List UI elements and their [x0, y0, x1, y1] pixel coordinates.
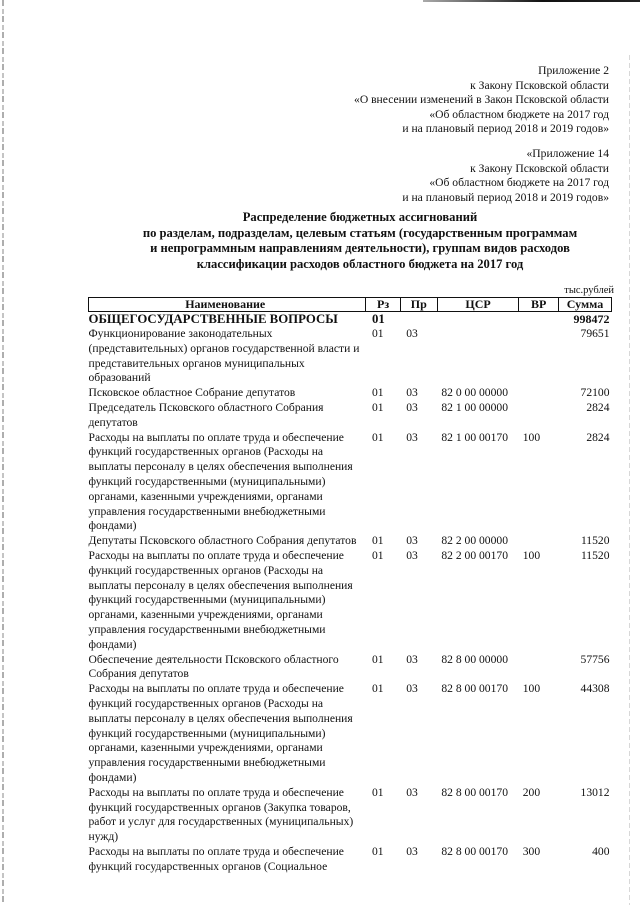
- cell-vr: [519, 327, 559, 386]
- table-row-section: [89, 312, 612, 328]
- cell-rz: 01: [371, 844, 384, 858]
- cell-csr: 82 8 00 00000: [441, 652, 508, 666]
- appendix-line: к Закону Псковской области: [470, 78, 609, 92]
- cell-rz: 01: [371, 386, 384, 400]
- cell-pr: 03: [406, 386, 418, 400]
- appendix-line: «Об областном бюджете на 2017 год: [429, 107, 609, 121]
- scan-edge-right: [629, 55, 630, 905]
- title-line: по разделам, подразделам, целевым статьям (государственным программам: [142, 225, 578, 240]
- cell-rz: 01: [371, 652, 384, 666]
- cell-sum: 11520: [580, 534, 610, 548]
- table-row: [89, 401, 612, 431]
- cell-pr: 03: [406, 682, 418, 696]
- cell-sum: 57756: [580, 652, 610, 666]
- cell-vr: 200: [522, 785, 541, 799]
- cell-vr: [519, 534, 559, 549]
- cell-sum: 79651: [580, 327, 610, 340]
- cell-vr: [519, 312, 559, 328]
- header-pr: Пр: [400, 298, 437, 312]
- cell-rz: 01: [371, 534, 384, 548]
- cell-csr: [437, 327, 518, 386]
- cell-sum: 400: [592, 844, 610, 858]
- cell-vr: [519, 653, 559, 683]
- appendix-line: к Закону Псковской области: [470, 161, 609, 175]
- cell-sum: 11520: [580, 548, 610, 562]
- cell-name: ОБЩЕГОСУДАРСТВЕННЫЕ ВОПРОСЫ: [88, 312, 338, 326]
- table-row: [89, 549, 612, 653]
- cell-pr: 03: [406, 548, 418, 562]
- table-row: [89, 431, 612, 535]
- cell-csr: [437, 312, 518, 328]
- cell-rz: 01: [371, 312, 385, 326]
- cell-vr: 100: [522, 548, 541, 562]
- cell-vr: [519, 386, 559, 401]
- appendix-line: «Об областном бюджете на 2017 год: [429, 176, 609, 190]
- title-line: классификации расходов областного бюджета на 2017 год: [196, 256, 524, 271]
- cell-csr: 82 8 00 00170: [441, 844, 508, 858]
- header-csr: ЦСР: [437, 298, 518, 312]
- table-row: [89, 534, 612, 549]
- cell-csr: 82 2 00 00170: [441, 548, 508, 562]
- cell-csr: 82 8 00 00170: [441, 682, 508, 696]
- table-row: [89, 845, 612, 875]
- cell-name: Обеспечение деятельности Псковского областного Собрания депутатов: [88, 652, 339, 681]
- table-row: [89, 682, 612, 786]
- cell-pr: [400, 312, 437, 328]
- cell-rz: 01: [371, 327, 384, 340]
- cell-csr: 82 1 00 00000: [441, 400, 508, 414]
- appendix-header-original: [402, 147, 609, 205]
- cell-csr: 82 0 00 00000: [441, 386, 508, 400]
- cell-name: Расходы на выплаты по оплате труда и обеспечение функций государственных органов (Закупка товаров, работ и услуг для государственных (муниципальных) нужд): [88, 785, 354, 844]
- table-row: [89, 653, 612, 683]
- scan-edge-left: [2, 0, 4, 905]
- cell-vr: 300: [522, 844, 541, 858]
- cell-name: Псковское областное Собрание депутатов: [88, 386, 296, 400]
- header-rz: Рз: [366, 298, 400, 312]
- cell-pr: 03: [406, 534, 418, 548]
- cell-csr: 82 1 00 00170: [441, 430, 508, 444]
- appendix-line: и на плановый период 2018 и 2019 годов»: [402, 190, 609, 204]
- appendix-line: «Приложение 14: [526, 147, 609, 160]
- appendix-line: «О внесении изменений в Закон Псковской области: [354, 93, 609, 107]
- cell-sum: 13012: [580, 785, 610, 799]
- cell-sum: 2824: [586, 400, 610, 414]
- title-line: Распределение бюджетных ассигнований: [242, 210, 478, 224]
- scan-edge-top: [423, 0, 640, 2]
- table-row: [89, 327, 612, 386]
- cell-name: Расходы на выплаты по оплате труда и обеспечение функций государственных органов (Социальное: [88, 844, 344, 873]
- cell-sum: 2824: [586, 430, 610, 444]
- appendix-line: и на плановый период 2018 и 2019 годов»: [402, 122, 609, 136]
- cell-rz: 01: [371, 400, 384, 414]
- cell-csr: 82 8 00 00170: [441, 785, 508, 799]
- table-row: [89, 386, 612, 401]
- units-label: тыс.рублей: [564, 285, 614, 296]
- cell-name: Расходы на выплаты по оплате труда и обеспечение функций государственных органов (Расходы на выплаты персоналу в целях обеспечения выполнения функций государственными (муниципальными) органами, казенными учреждениями, органами управления государственными внебюджетными фондами): [88, 548, 353, 651]
- appendix-line: Приложение 2: [538, 64, 609, 77]
- cell-pr: 03: [406, 844, 418, 858]
- budget-table: [88, 297, 612, 874]
- cell-rz: 01: [371, 682, 384, 696]
- cell-pr: 03: [406, 327, 418, 340]
- cell-rz: 01: [371, 430, 384, 444]
- table-row: [89, 786, 612, 845]
- cell-name: Депутаты Псковского областного Собрания депутатов: [88, 534, 357, 548]
- header-sum: Сумма: [558, 298, 611, 312]
- table-header-row: [89, 298, 612, 312]
- title-line: и непрограммным направлениям деятельности), группам видов расходов: [150, 241, 570, 255]
- header-name: Наименование: [89, 298, 366, 312]
- document-title: [100, 210, 620, 272]
- appendix-header-current: [354, 64, 609, 137]
- cell-pr: 03: [406, 652, 418, 666]
- cell-name: Председатель Псковского областного Собрания депутатов: [88, 400, 324, 429]
- cell-name: Функционирование законодательных (представительных) органов государственной власти и представительных органов муниципальных образований: [88, 327, 360, 385]
- cell-csr: 82 2 00 00000: [441, 534, 508, 548]
- cell-sum: 998472: [573, 312, 610, 326]
- cell-vr: 100: [522, 430, 541, 444]
- cell-pr: 03: [406, 430, 418, 444]
- cell-rz: 01: [371, 548, 384, 562]
- cell-vr: [519, 401, 559, 431]
- cell-sum: 44308: [580, 682, 610, 696]
- header-vr: ВР: [519, 298, 559, 312]
- cell-vr: 100: [522, 682, 541, 696]
- cell-pr: 03: [406, 785, 418, 799]
- cell-name: Расходы на выплаты по оплате труда и обеспечение функций государственных органов (Расходы на выплаты персоналу в целях обеспечения выполнения функций государственными (муниципальными) органами, казенными учреждениями, органами управления государственными внебюджетными фондами): [88, 682, 353, 784]
- cell-pr: 03: [406, 400, 418, 414]
- cell-sum: 72100: [580, 386, 610, 400]
- cell-rz: 01: [371, 785, 384, 799]
- cell-name: Расходы на выплаты по оплате труда и обеспечение функций государственных органов (Расходы на выплаты персоналу в целях обеспечения выполнения функций государственными (муниципальными) органами, казенными учреждениями, органами управления государственными внебюджетными фондами): [88, 430, 353, 533]
